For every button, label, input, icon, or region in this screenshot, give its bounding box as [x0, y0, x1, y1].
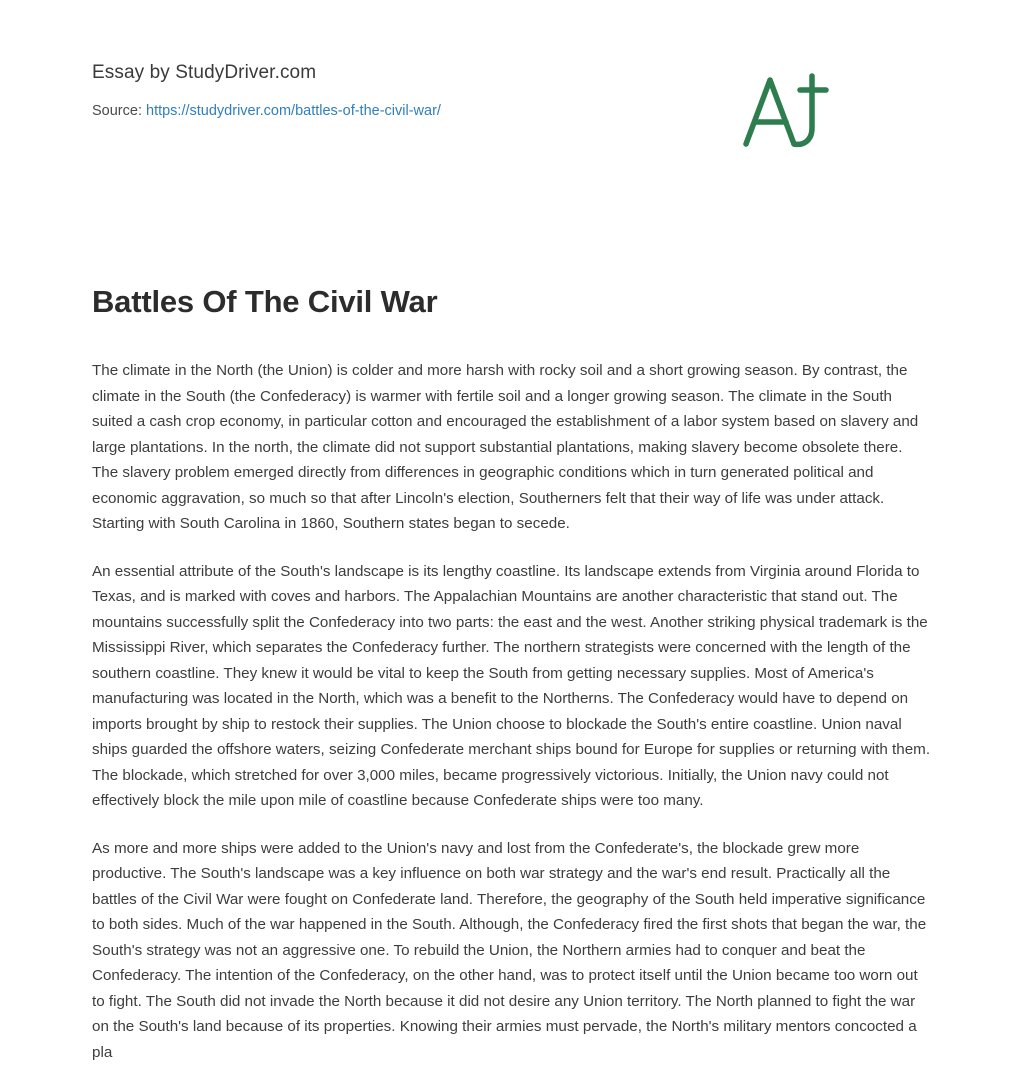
studydriver-monogram-icon — [730, 66, 840, 158]
page-title: Battles Of The Civil War — [92, 284, 438, 319]
document-header — [92, 0, 932, 172]
byline-brand: StudyDriver.com — [175, 62, 317, 83]
byline-prefix: Essay by — [92, 62, 176, 83]
source-url-link[interactable]: https://studydriver.com/battles-of-the-civil-war/ — [146, 103, 441, 119]
source-label: Source: — [92, 103, 146, 119]
paragraph: An essential attribute of the South's landscape is its lengthy coastline. Its landscape extends from Virginia around Florida to Texas, and is marked with coves and harbors. The Appalachian Mountains are another characteristic that stand out. The mountains successfully split the Confederacy into two parts: the east and the west. Another striking physical trademark is the Mississippi River, which separates the Confederacy further. The northern strategists were concerned with the length of the southern coastline. They knew it would be vital to keep the South from getting necessary supplies. Most of America's manufacturing was located in the North, which was a benefit to the Northerns. The Confederacy would have to depend on imports brought by ship to restock their supplies. The Union choose to blockade the South's entire coastline. Union naval ships guarded the offshore waters, seizing Confederate merchant ships bound for Europe for supplies or returning with them. The blockade, which stretched for over 3,000 miles, became progressively victorious. Initially, the Union navy could not effectively block the mile upon mile of coastline because Confederate ships were too many. — [92, 562, 931, 809]
paragraph: As more and more ships were added to the Union's navy and lost from the Confederate's, the blockade grew more productive. The South's landscape was a key influence on both war strategy and the war's end result. Practically all the battles of the Civil War were fought on Confederate land. Therefore, the geography of the South held imperative significance to both sides. Much of the war happened in the South. Although, the Confederacy fired the first shots that began the war, the South's strategy was not an aggressive one. To rebuild the Union, the Northern armies had to conquer and beat the Confederacy. The intention of the Confederacy, on the other hand, was to protect itself until the Union became too worn out to fight. The South did not invade the North because it did not desire any Union territory. The North planned to fight the war on the South's land because of its properties. Knowing their armies must pervade, the North's military mentors concocted a pla — [92, 839, 927, 1061]
paragraph: The climate in the North (the Union) is colder and more harsh with rocky soil and a short growing season. By contrast, the climate in the South (the Confederacy) is warmer with fertile soil and a longer growing season. The climate in the South suited a cash crop economy, in particular cotton and encouraged the establishment of a labor system based on slavery and large plantations. In the north, the climate did not support substantial plantations, making slavery become obsolete there. The slavery problem emerged directly from differences in geographic conditions which in turn generated political and economic aggravation, so much so that after Lincoln's election, Southerners felt that their way of life was under attack. Starting with South Carolina in 1860, Southern states began to secede. — [92, 362, 919, 532]
article-body — [92, 358, 932, 1085]
